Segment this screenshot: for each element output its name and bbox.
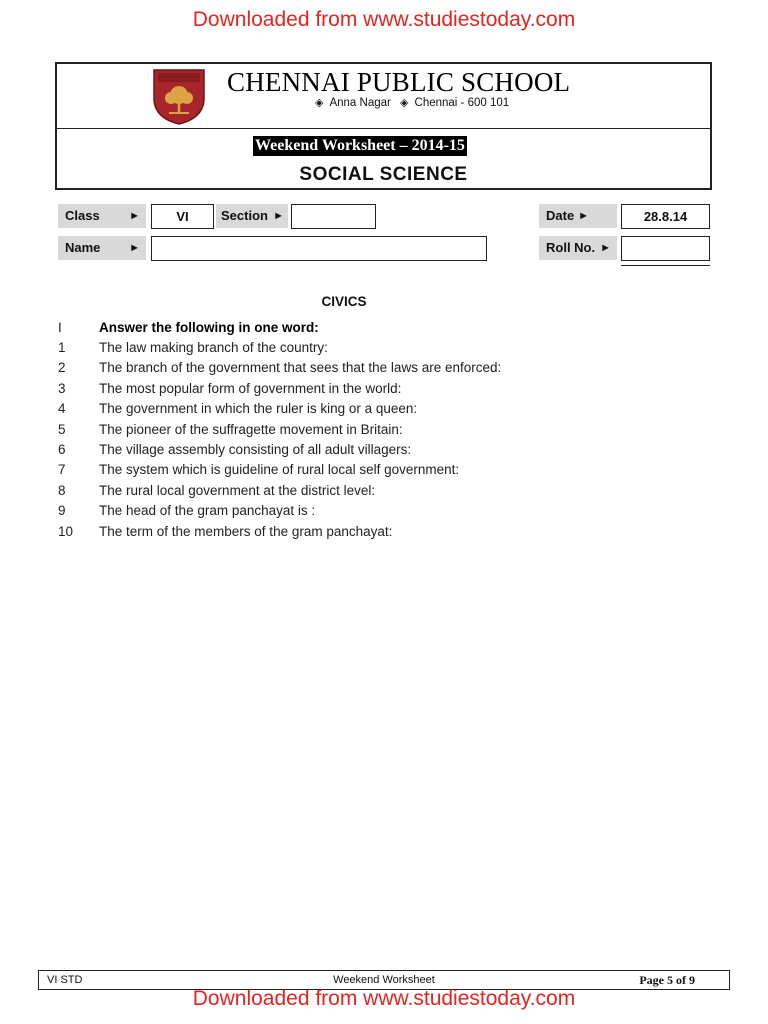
date-label <box>539 204 617 228</box>
question-number: 6 <box>58 442 66 457</box>
question-number: 7 <box>58 462 66 478</box>
question-text: The pioneer of the suffragette movement in Britain: <box>99 421 403 437</box>
school-name: CHENNAI PUBLIC SCHOOL <box>227 67 571 97</box>
download-watermark-top: Downloaded from www.studiestoday.com <box>192 8 576 31</box>
date-label-text: Date <box>546 208 575 223</box>
question-text: The most popular form of government in the world: <box>99 380 402 396</box>
class-label-text: Class <box>65 208 100 223</box>
class-label <box>58 204 146 228</box>
question-heading-text: Answer the following in one word: <box>99 320 319 335</box>
arrow-right-icon: ► <box>273 210 284 222</box>
section-title-civics: CIVICS <box>321 294 367 309</box>
footer-class: VI STD <box>47 974 83 986</box>
roll-no-field[interactable] <box>621 236 710 261</box>
download-watermark-bottom: Downloaded from www.studiestoday.com <box>192 987 576 1010</box>
question-number: 5 <box>58 421 66 437</box>
question-number: 3 <box>58 380 66 396</box>
address-locality: Anna Nagar <box>329 97 391 109</box>
question-text: The head of the gram panchayat is : <box>99 503 316 519</box>
question-heading-number: I <box>58 320 62 335</box>
roll-no-label <box>539 236 617 260</box>
question-text: The law making branch of the country: <box>99 340 328 355</box>
school-crest-icon <box>152 68 206 126</box>
header-divider <box>57 128 710 129</box>
arrow-right-icon: ► <box>600 242 611 254</box>
question-number: 1 <box>58 340 66 355</box>
name-label-text: Name <box>65 240 101 255</box>
date-field[interactable]: 28.8.14 <box>621 204 710 229</box>
question-text: The branch of the government that sees that the laws are enforced: <box>99 360 502 376</box>
question-text: The village assembly consisting of all adult villagers: <box>99 442 412 457</box>
diamond-bullet-icon: ◈ <box>315 97 324 109</box>
diamond-bullet-icon: ◈ <box>400 97 409 109</box>
question-number: 4 <box>58 401 66 417</box>
footer-title: Weekend Worksheet <box>333 974 435 986</box>
school-header <box>55 62 712 190</box>
question-number: 9 <box>58 503 66 519</box>
question-number: 2 <box>58 360 66 376</box>
arrow-right-icon: ► <box>578 210 589 222</box>
question-text: The term of the members of the gram panchayat: <box>99 523 393 539</box>
section-label <box>216 204 288 228</box>
roll-no-label-text: Roll No. <box>546 240 596 255</box>
footer-page-number: Page 5 of 9 <box>639 973 695 987</box>
roll-no-underline <box>621 265 710 266</box>
school-address <box>309 96 509 109</box>
section-label-text: Section <box>221 208 268 223</box>
arrow-right-icon: ► <box>129 242 140 254</box>
name-field[interactable] <box>151 236 487 261</box>
subject-title: SOCIAL SCIENCE <box>299 164 468 185</box>
question-number: 10 <box>58 523 74 539</box>
question-text: The system which is guideline of rural local self government: <box>99 462 460 478</box>
question-text: The rural local government at the district level: <box>99 482 376 498</box>
address-city: Chennai - 600 101 <box>414 97 510 109</box>
class-field[interactable]: VI <box>151 204 214 229</box>
question-number: 8 <box>58 482 66 498</box>
arrow-right-icon: ► <box>129 210 140 222</box>
question-text: The government in which the ruler is king or a queen: <box>99 401 418 417</box>
section-field[interactable] <box>291 204 376 229</box>
name-label <box>58 236 146 260</box>
worksheet-title: Weekend Worksheet – 2014-15 <box>255 137 465 154</box>
